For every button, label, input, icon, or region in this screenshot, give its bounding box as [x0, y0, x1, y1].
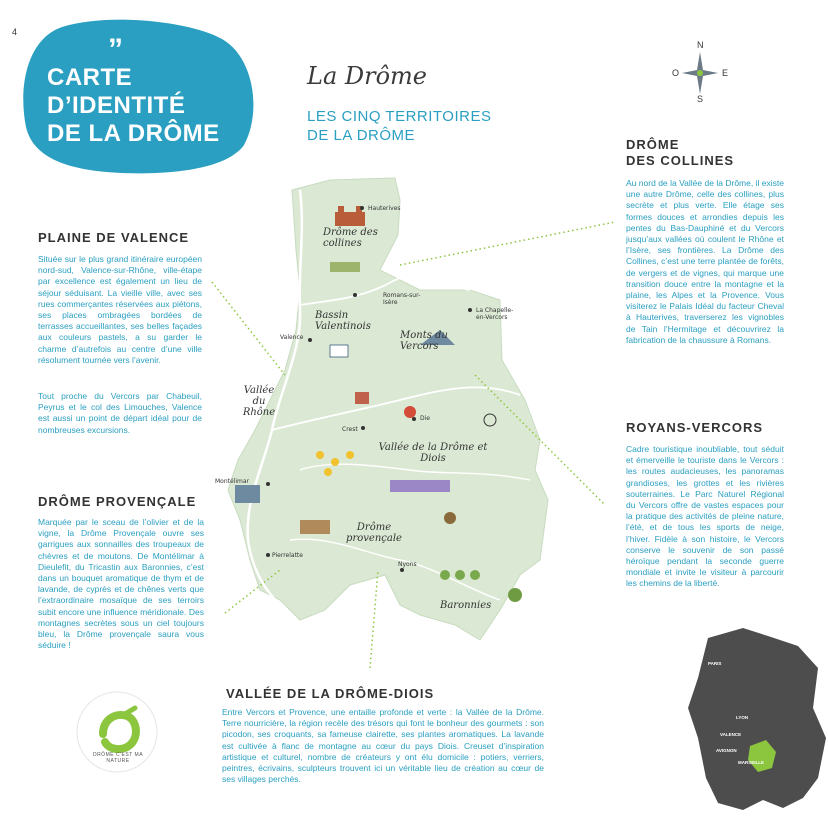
map-label-diois: Vallée de la Drôme et Diois [378, 442, 488, 464]
page-title-line-1: CARTE [47, 64, 133, 91]
town-montelimar: Montélimar [215, 478, 250, 485]
drome-provencale-body: Marquée par le sceau de l’olivier et de la vigne, la Drôme Provençale ouvre ses garrigues aux sonnailles des troupeaux de chèvres et de moutons. De Montélimar à Dieulefit, du Tricastin aux Baronnies, c’est dans un bouquet aromatique de thym et de lavande, de cyprès et de chênes verts que l’extraordinaire mosaïque de ses terroirs subit encore une influence méridionale. Des montagnes secrètes sous un ciel toujours bleu, la Drôme provençale saura vous séduire ! [38, 517, 204, 651]
compass-o: O [672, 68, 680, 78]
map-label-collines: Drôme des collines [323, 227, 378, 249]
compass-s: S [697, 94, 704, 104]
royans-vercors-body: Cadre touristique inoubliable, tout séduit et émerveille le touriste dans le Vercors : les routes audacieuses, les panoramas grandioses, les grottes et les rivières souterraines. Le Parc Naturel Régional du Vercors offre de vastes espaces pour la pratique des activités de pleine nature, l’été, et de tous les sports de neige, l’hiver. Fidèle à son histoire, le Vercors conserve le souvenir de son passé héroïque pendant la seconde guerre mondiale et invite le visiteur à parcourir les chemins de la liberté. [626, 444, 784, 589]
subtitle-line-2: DE LA DRÔME [307, 127, 416, 144]
town-crest: Crest [342, 426, 358, 433]
town-chapelle: La Chapelle-en-Vercors [476, 307, 514, 321]
map-label-valentinois: Bassin Valentinois [315, 310, 371, 332]
drome-collines-title-2: DES COLLINES [626, 153, 735, 168]
map-label-provencale: Drôme provençale [346, 522, 402, 544]
town-romans: Romans-sur-Isère [383, 292, 421, 306]
drome-collines-title-1: DRÔME [626, 137, 680, 152]
plaine-valence-body-2: Tout proche du Vercors par Chabeuil, Peyrus et le col des Limouches, Valence est aussi un point de départ idéal pour de nombreuses excursions. [38, 391, 202, 435]
quote-mark: ” [108, 33, 123, 66]
town-nyons: Nyons [398, 561, 417, 568]
fr-marseille: MARSEILLE [738, 760, 765, 765]
compass-e: E [722, 68, 729, 78]
map-label-vercors: Monts du Vercors [400, 330, 448, 352]
vallee-diois-body: Entre Vercors et Provence, une entaille profonde et verte : la Vallée de la Drôme. Terre nourricière, la région recèle des trésors qui font le bonheur des gourmets : son picodon, ses croquants, sa fameuse clairette, ses plantes aromatiques. La lavande est cultivée à flanc de montagne au cœur du pays Diois. Creuset d’inspiration artistique et culturel, nombre de créateurs y ont élu domicile : potiers, verriers, peintres, écrivains, sculpteurs trouvent ici un véritable lieu de création au cœur de ses villages perchés. [222, 707, 544, 785]
fr-lyon: LYON [736, 715, 749, 720]
script-title: La Drôme [307, 62, 427, 90]
fr-avignon: AVIGNON [716, 748, 737, 753]
logo-text: DRÔME C'EST MA NATURE [92, 752, 144, 764]
town-die: Die [420, 415, 430, 422]
plaine-valence-title: PLAINE DE VALENCE [38, 230, 190, 245]
lavender-illustration [390, 480, 450, 492]
subtitle-line-1: LES CINQ TERRITOIRES [307, 108, 492, 125]
france-locator-map [688, 628, 828, 818]
page-number: 4 [12, 27, 18, 37]
compass-n: N [697, 40, 704, 50]
vineyard-illustration [330, 262, 360, 272]
plaine-valence-body: Située sur le plus grand itinéraire européen nord-sud, Valence-sur-Rhône, ville-étape par excellence est également un lieu de séjour séduisant. La vieille ville, avec ses rues commerçantes réservées aux piétons, ses places ombragées bordées de terrasses accueillantes, ses belles façades aux couleurs pastels, a su garder le charme d’autrefois au centre d’une ville résolument tournée vers l’avenir. [38, 254, 202, 365]
page-title-line-2: D’IDENTITÉ [47, 92, 186, 119]
drome-collines-body: Au nord de la Vallée de la Drôme, il existe une autre Drôme, celle des collines, plus secrète et plus verte. Elle étage ses formes douces et arrondies depuis les pentes du Bas-Dauphiné et du Vercors jusqu’aux vallées où coulent le Rhône et l’Isère, ses frontières. La Drôme des Collines, c’est une terre plantée de forêts, de vergers et de vignes, qui marque une transition douce entre la montagne et la plaine, les Alpes et la Provence. Vous visiterez le Palais Idéal du facteur Cheval à Hauterives, traverserez les vignobles de Tain l’Hermitage et découvrirez la fabrication de la chaussure à Romans. [626, 178, 784, 345]
town-pierrelatte: Pierrelatte [272, 552, 303, 559]
drome-logo [75, 690, 160, 775]
royans-vercors-title: ROYANS-VERCORS [626, 420, 764, 435]
fr-valence: VALENCE [720, 732, 742, 737]
town-hauterives: Hauterives [368, 205, 401, 212]
page-title-line-3: DE LA DRÔME [47, 120, 220, 147]
village-illustration [300, 520, 330, 534]
fr-paris: PARIS [708, 661, 722, 666]
town-valence: Valence [280, 334, 304, 341]
vallee-diois-title: VALLÉE DE LA DRÔME-DIOIS [226, 686, 435, 701]
map-label-vallee-rhone: Vallée du Rhône [242, 385, 276, 418]
drome-provencale-title: DRÔME PROVENÇALE [38, 494, 197, 509]
kayak-illustration [404, 406, 416, 418]
map-label-baronnies: Baronnies [440, 600, 492, 611]
